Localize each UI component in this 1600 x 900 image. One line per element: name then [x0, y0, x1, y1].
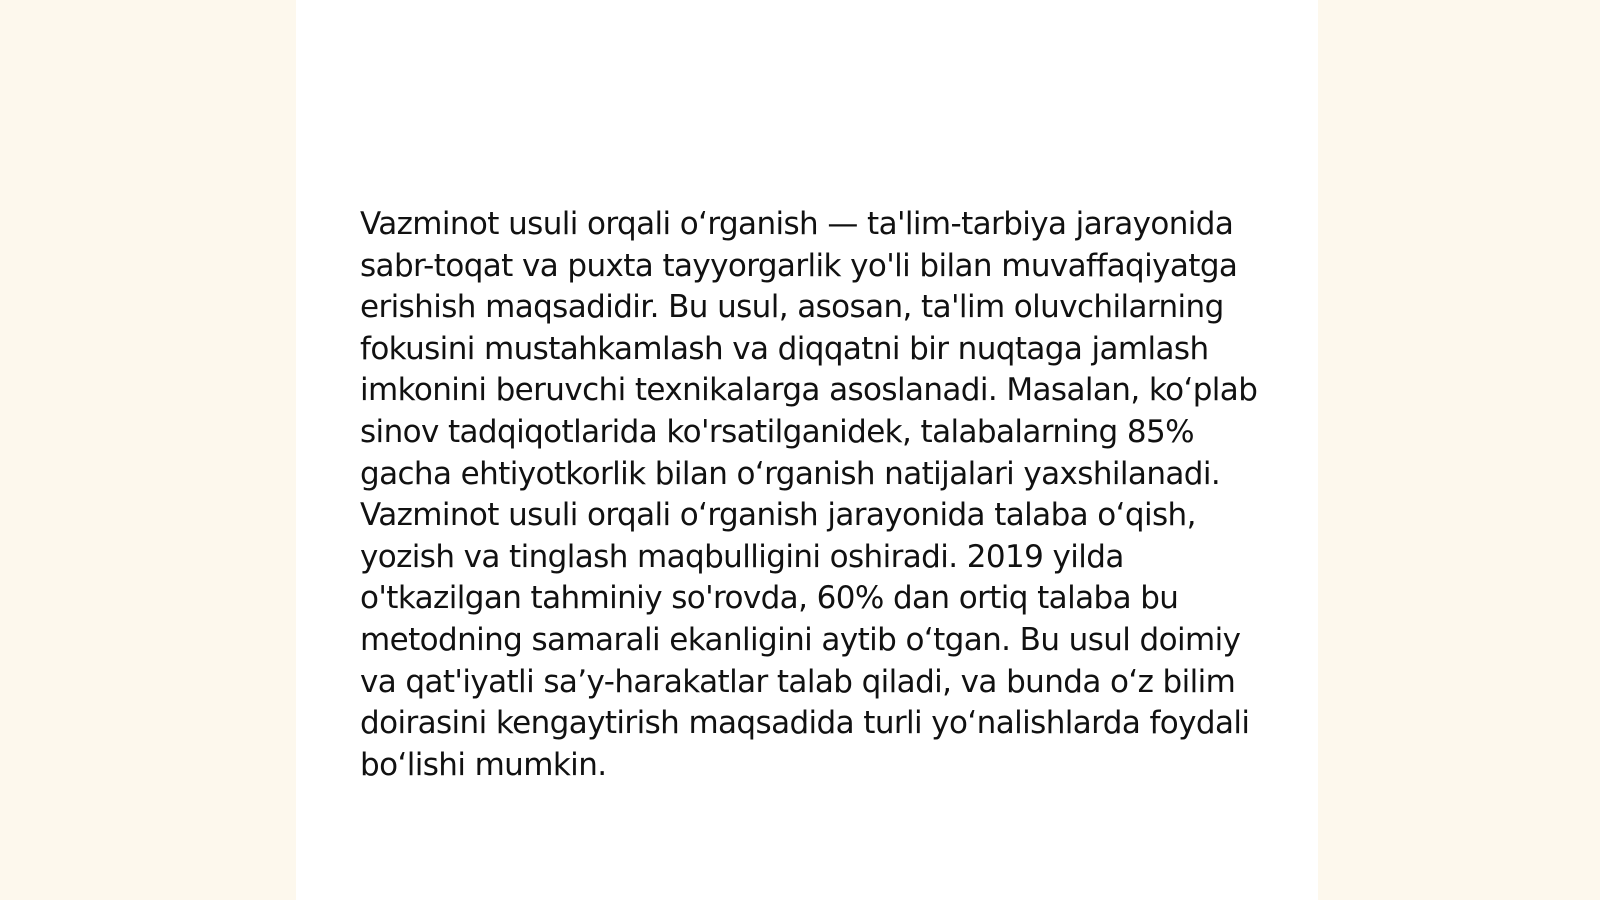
body-paragraph: Vazminot usuli orqali o‘rganish — ta'lim-tarbiya jarayonida sabr-toqat va puxta tayyorgarlik yo'li bilan muvaffaqiyatga erishish maqsadidir. Bu usul, asosan, ta'lim oluvchilarning fokusini mustahkamlash va diqqatni bir nuqtaga jamlash imkonini beruvchi texnikalarga asoslanadi. Masalan, ko‘plab sinov tadqiqotlarida ko'rsatilganidek, talabalarning 85% gacha ehtiyotkorlik bilan o‘rganish natijalari yaxshilanadi. Vazminot usuli orqali o‘rganish jarayonida talaba o‘qish, yozish va tinglash maqbulligini oshiradi. 2019 yilda o'tkazilgan tahminiy so'rovda, 60% dan ortiq talaba bu metodning samarali ekanligini aytib o‘tgan. Bu usul doimiy va qat'iyatli sa’y-harakatlar talab qiladi, va bunda o‘z bilim doirasini kengaytirish maqsadida turli yo‘nalishlarda foydali bo‘lishi mumkin. [360, 206, 1258, 783]
document-page [296, 0, 1318, 900]
